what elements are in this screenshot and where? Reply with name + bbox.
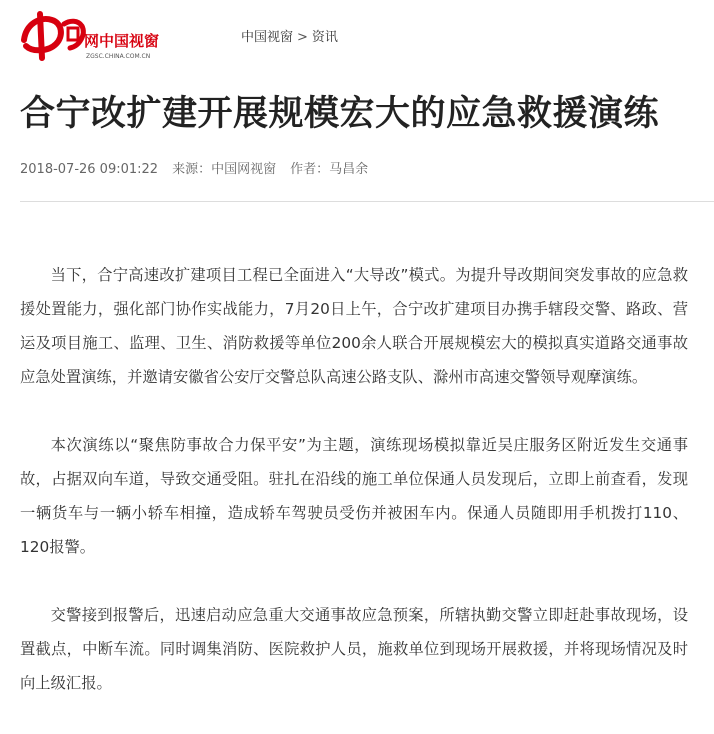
site-header [0, 0, 714, 70]
article-paragraph: 本次演练以“聚焦防事故合力保平安”为主题，演练现场模拟靠近吴庄服务区附近发生交通事故，占据双向车道，导致交通受阻。驻扎在沿线的施工单位保通人员发现后，立即上前查看，发现一辆货车与一辆小轿车相撞，造成轿车驾驶员受伤并被困车内。保通人员随即用手机拨打110、120报警。 [20, 436, 688, 556]
china-com-logo-icon [18, 10, 188, 62]
article-paragraph: 交警接到报警后，迅速启动应急重大交通事故应急预案，所辖执勤交警立即赶赴事故现场，设置截点，中断车流。同时调集消防、医院救护人员，施救单位到现场开展救援，并将现场情况及时向上级汇报。 [20, 606, 688, 692]
site-logo[interactable] [18, 10, 188, 62]
breadcrumb-section-link[interactable]: 资讯 [311, 30, 338, 45]
breadcrumb-separator: > [297, 30, 308, 45]
logo-subtext: ZGSC.CHINA.COM.CN [86, 53, 151, 60]
logo-text: 网中国视窗 [84, 32, 160, 50]
article-title: 合宁改扩建开展规模宏大的应急救援演练 [20, 94, 660, 134]
article-source: 来源：中国网视窗 [172, 162, 277, 177]
breadcrumb-home-link[interactable]: 中国视窗 [241, 30, 294, 45]
article-datetime: 2018-07-26 09:01:22 [20, 162, 159, 177]
article-body [20, 258, 688, 734]
article-paragraph: 当下，合宁高速改扩建项目工程已全面进入“大导改”模式。为提升导改期间突发事故的应急救援处置能力，强化部门协作实战能力，7月20日上午，合宁改扩建项目办携手辖段交警、路政、营运及项目施工、监理、卫生、消防救援等单位200余人联合开展规模宏大的模拟真实道路交通事故应急处置演练，并邀请安徽省公安厅交警总队高速公路支队、滁州市高速交警领导观摩演练。 [20, 266, 688, 386]
breadcrumb [241, 26, 338, 45]
header-divider [20, 201, 714, 202]
article-author: 作者：马昌余 [290, 162, 369, 177]
article-meta [20, 158, 382, 177]
